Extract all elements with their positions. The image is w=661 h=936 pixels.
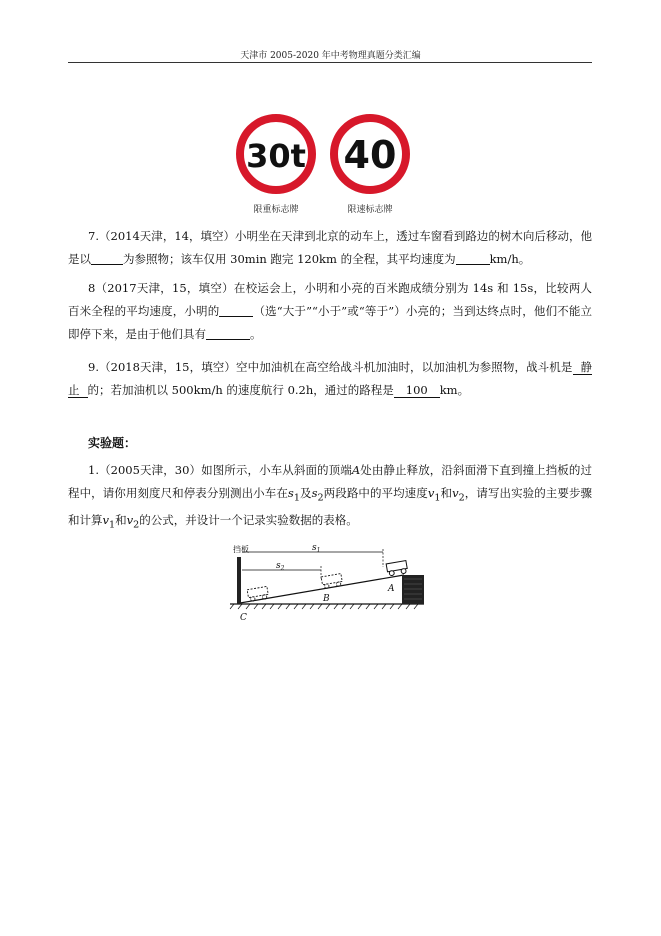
q9-text-a: 9.（2018天津，15，填空）空中加油机在高空给战斗机加油时，以加油机为参照物，战斗机是 <box>88 360 573 374</box>
exp-q1-v1: v <box>427 486 435 500</box>
q9-answer-2: 100 <box>394 383 440 398</box>
exp-q1-text-g: 和 <box>115 513 127 528</box>
q7-blank-1 <box>91 250 123 265</box>
weight-limit-text: 30t <box>246 137 306 175</box>
speed-limit-sign <box>334 118 406 215</box>
q8-text-b: （选“大于”“小于”或“等于”）小亮的；当到达终点时，他们不能立即停下来，是由于他们具有 <box>68 304 592 341</box>
exp-q1-text-f: ，请写出实验的主要步骤和计算 <box>68 486 593 528</box>
traffic-signs-figure <box>236 113 436 215</box>
point-a-label: A <box>388 584 395 594</box>
exp-q1-v2b: v <box>126 513 134 528</box>
question-9 <box>68 356 592 402</box>
speed-limit-caption: 限速标志牌 <box>347 205 393 215</box>
q8-blank-1 <box>219 302 253 317</box>
q7-text-c: km/h。 <box>489 252 531 266</box>
q9-text-b: 的；若加油机以 500km/h 的速度航行 0.2h，通过的路程是 <box>87 383 394 397</box>
question-8 <box>68 277 592 346</box>
q7-blank-2 <box>456 250 490 265</box>
q9-text-c: km。 <box>439 383 470 397</box>
exp-q1-s2-sub: 2 <box>317 492 324 504</box>
s2-label: $s_2$ <box>276 561 285 572</box>
weight-limit-caption: 限重标志牌 <box>253 205 299 215</box>
exp-q1-text-c: 及 <box>299 486 312 500</box>
exp-q1-s1: s <box>287 486 294 500</box>
q9-answer-1: 静止 <box>68 360 592 397</box>
point-b-label: B <box>323 594 330 604</box>
exp-q1-v1b: v <box>102 513 109 528</box>
q8-text-c: 。 <box>250 327 262 341</box>
header-divider <box>68 62 592 63</box>
exp-q1-text-d: 两段路中的平均速度 <box>323 486 428 500</box>
question-7 <box>68 225 592 271</box>
exp-q1-v1-sub: 1 <box>434 492 441 504</box>
q8-blank-2 <box>206 325 250 340</box>
exp-q1-v2b-sub: 2 <box>133 519 140 531</box>
experiment-question-1 <box>68 459 592 537</box>
exp-q1-text-b: 处由静止释放，沿斜面滑下直到撞上挡板的过程中，请你用刻度尺和停表分别测出小车在 <box>68 463 592 500</box>
page-header: 天津市 2005-2020 年中考物理真题分类汇编 <box>240 51 421 61</box>
exp-q1-v2-sub: 2 <box>458 492 465 504</box>
speed-limit-text: 40 <box>343 133 397 177</box>
q7-text-a: 7.（2014天津，14，填空）小明坐在天津到北京的动车上，透过车窗看到路边的树木向后移动，他是以 <box>68 229 592 266</box>
cart-at-b-dashed <box>321 574 343 589</box>
cart-at-a <box>386 561 408 577</box>
exp-q1-s1-sub: 1 <box>293 492 300 504</box>
support-block <box>402 575 424 604</box>
baffle <box>237 557 241 604</box>
exp-q1-text-h: 的公式，并设计一个记录实验数据的表格。 <box>139 513 358 528</box>
exp-q1-s2: s <box>311 486 318 500</box>
weight-limit-sign <box>240 118 312 215</box>
exp-q1-v1b-sub: 1 <box>109 519 116 531</box>
exp-q1-text-e: 和 <box>440 486 453 500</box>
incline-diagram <box>228 543 434 623</box>
exp-q1-text-a: 1.（2005天津，30）如图所示，小车从斜面的顶端 <box>88 463 352 477</box>
ground-hatching <box>230 604 418 609</box>
q7-text-b: 为参照物；该车仅用 30min 跑完 120km 的全程，其平均速度为 <box>123 252 456 266</box>
baffle-label: 挡板 <box>233 545 249 554</box>
section-title-experiment: 实验题： <box>88 436 137 450</box>
exp-q1-var-a: A <box>351 463 361 477</box>
s1-label: $s_1$ <box>312 543 321 554</box>
point-c-label: C <box>240 613 247 623</box>
exp-q1-v2: v <box>452 486 459 500</box>
q8-text-a: 8（2017天津，15，填空）在校运会上，小明和小亮的百米跑成绩分别为 14s 和 15s，比较两人百米全程的平均速度，小明的 <box>68 281 592 318</box>
